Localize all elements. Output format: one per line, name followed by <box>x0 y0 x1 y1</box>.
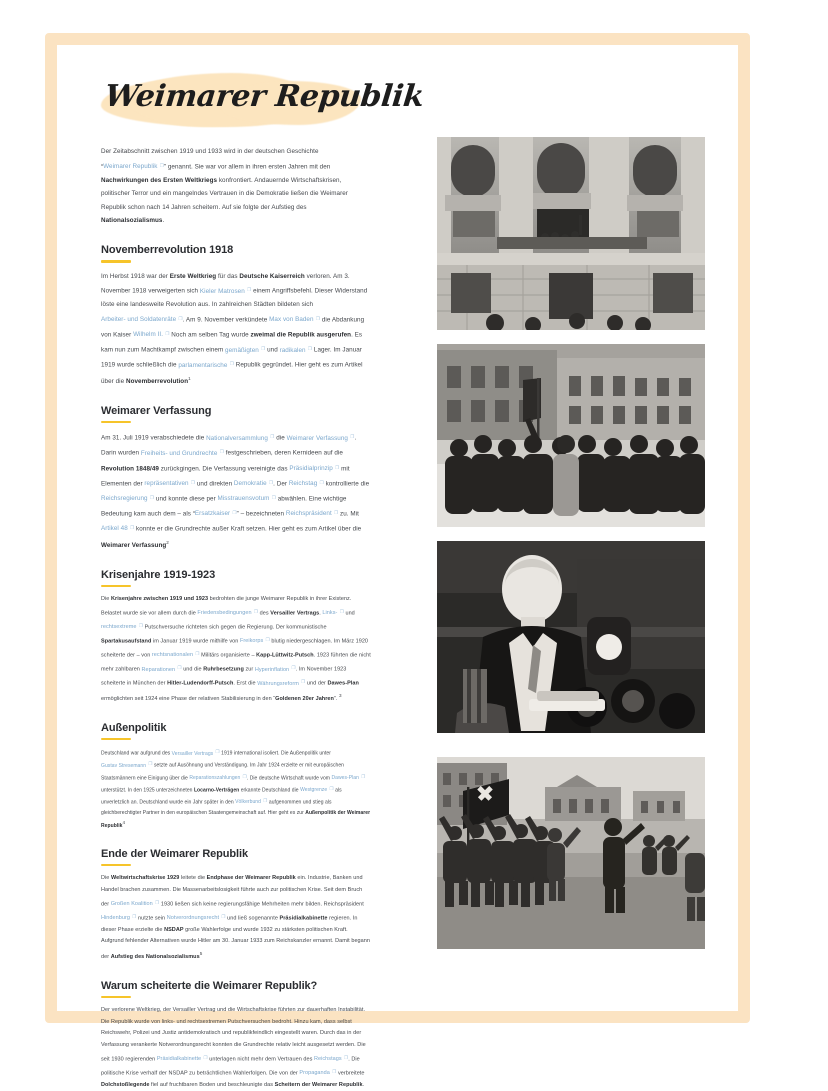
emphasis-text: Dawes-Plan <box>327 680 359 687</box>
section-paragraph: Am 31. Juli 1919 verabschiedete die Nationalversammlung ❐ die Weimarer Verfassung ❐. Darin wurden Freiheits- und Grundrechte ❐ festgeschrieben, deren Kernideen auf die Revolution 1848/49 zurückgingen. Die Verfassung vereinigte das Präsidialprinzip ❐ mit Elementen der repräsentativen ❐ und direkten Demokratie ❐. Der Reichstag ❐ kontrollierte die Reichsregierung ❐ und konnte diese per Misstrauensvotum ❐ abwählen. Eine wichtige Bedeutung kam auch dem – als “Ersatzkaiser ❐” – bezeichneten Reichspräsident ❐ zu. Mit Artikel 48 ❐ konnte er die Grundrechte außer Kraft setzen. Hier geht es zum Artikel über die Weimarer Verfassung$^2$ <box>101 434 370 549</box>
external-link-icon: ❐ <box>153 899 160 905</box>
section-heading: Weimarer Verfassung <box>101 404 212 417</box>
emphasis-text: Hitler-Ludendorff-Putsch <box>167 680 234 687</box>
inline-link[interactable]: Freiheits- und Grundrechte ❐ <box>140 449 224 457</box>
footnote-marker: 5 <box>199 951 203 957</box>
sections-container <box>101 244 371 1091</box>
media-column <box>437 137 705 954</box>
emphasis-text: Weltwirtschaftskrise 1929 <box>110 875 180 882</box>
external-link-icon: ❐ <box>314 315 321 321</box>
emphasis-text: Kapp-Lüttwitz-Putsch <box>256 652 314 659</box>
inline-link[interactable]: Reichspräsident ❐ <box>285 509 339 518</box>
inline-link[interactable]: Westgrenze ❐ <box>300 785 334 794</box>
emphasis-text: Außenpolitik der Weimarer Republik <box>101 809 371 830</box>
photo-sa-aufmarsch-graphic <box>437 757 705 949</box>
external-link-icon: ❐ <box>231 509 237 515</box>
external-link-icon: ❐ <box>228 361 234 367</box>
emphasis-text: Versailler Vertrags <box>270 610 320 617</box>
emphasis-text: Nationalsozialismus <box>101 217 163 225</box>
emphasis-text: Dolchstoßlegende <box>101 1081 150 1088</box>
section-novemberrevolution <box>101 244 371 389</box>
external-link-icon: ❐ <box>333 464 340 470</box>
inline-link[interactable]: Links- ❐ <box>322 608 344 617</box>
emphasis-text: zweimal die Republik ausgerufen <box>250 331 352 339</box>
section-gap <box>101 389 371 405</box>
emphasis-text: Deutsche Kaiserreich <box>239 272 305 280</box>
page-title: Weimarer Republik <box>103 79 426 114</box>
emphasis-text: Revolution 1848/49 <box>101 465 159 472</box>
inline-link[interactable]: Notverordnungsrecht ❐ <box>166 913 226 922</box>
external-link-icon: ❐ <box>306 346 313 352</box>
photo-sa-aufmarsch <box>437 757 705 949</box>
inline-link[interactable]: Arbeiter- und Soldatenräte ❐ <box>101 315 183 324</box>
external-link-icon: ❐ <box>261 797 268 803</box>
photo-stresemann-rede-graphic <box>437 541 705 733</box>
emphasis-text: Endphase der Weimarer Republik <box>206 875 296 882</box>
section-accent-rule <box>101 585 131 588</box>
intro-paragraph: Der Zeitabschnitt zwischen 1919 und 1933 wird in der deutschen Geschichte “Weimarer Republik ❐” genannt. Sie war vor allem in ihren ersten Jahren mit den Nachwirkungen des Ersten Weltkriegs konfrontiert. Andauernde Wirtschaftskrisen, politischer Terror und ein mangelndes Vertrauen in die Demokratie ließen die Weimarer Republik schon nach 14 Jahren scheitern. Auf sie folgte der Aufstieg des Nationalsozialismus. <box>101 148 348 225</box>
section-krisenjahre <box>101 569 371 706</box>
photo-stresemann-rede <box>437 541 705 733</box>
inline-link[interactable]: Weimarer Republik ❐ <box>103 162 164 171</box>
inline-link[interactable]: Reichsregierung ❐ <box>101 494 155 503</box>
external-link-icon: ❐ <box>245 287 252 293</box>
inline-link[interactable]: Versailler Vertrags ❐ <box>171 749 220 757</box>
document-title-block <box>101 73 426 135</box>
external-link-icon: ❐ <box>259 346 266 352</box>
emphasis-text: Nachwirkungen des Ersten Weltkriegs <box>101 176 218 184</box>
section-accent-rule <box>101 738 131 741</box>
section-ende-der-weimarer-republik <box>101 848 371 964</box>
inline-link[interactable]: Dawes-Plan ❐ <box>331 773 366 781</box>
section-heading: Ende der Weimarer Republik <box>101 847 248 860</box>
inline-link[interactable]: Währungsreform ❐ <box>257 679 306 687</box>
footnote-marker: 3 <box>338 693 342 699</box>
section-paragraph: Die Weltwirtschaftskrise 1929 leitete die Endphase der Weimarer Republik ein. Industrie, Banken und Handel brachen zusammen. Die Massenarbeitslosigkeit führte auch zur politischen Krise. Seit dem Bruch der Großen Koalition ❐ 1930 ließen sich keine regierungsfähige Mehrheiten mehr bilden. Reichspräsident Hindenburg ❐ nutzte sein Notverordnungsrecht ❐ und ließ sogenannte Präsidialkabinette regieren. In dieser Phase erzielte die NSDAP große Wahlerfolge und wurde 1932 zu stärksten politischen Kraft. Aufgrund fehlender Alternativen wurde Hitler am 30. Januar 1933 zum Reichskanzler ernannt. Damit begann der Aufstieg des Nationalsozialismus$^5$ <box>101 875 370 961</box>
footnote-marker: 1 <box>188 376 191 382</box>
footnote-marker: 4 <box>122 820 126 826</box>
external-link-icon: ❐ <box>220 913 226 919</box>
emphasis-text: Erste Weltkrieg <box>169 272 217 280</box>
emphasis-text: Locarno-Verträgen <box>193 787 240 794</box>
external-link-icon: ❐ <box>270 494 276 500</box>
section-gap <box>101 964 371 980</box>
external-link-icon: ❐ <box>130 913 137 919</box>
inline-link[interactable]: Weimarer Verfassung ❐ <box>286 434 355 442</box>
external-link-icon: ❐ <box>148 494 155 500</box>
inline-link[interactable]: radikalen ❐ <box>279 346 313 354</box>
external-link-icon: ❐ <box>164 330 170 336</box>
external-link-icon: ❐ <box>267 479 274 485</box>
inline-link[interactable]: Hindenburg ❐ <box>101 913 137 922</box>
external-link-icon: ❐ <box>189 479 196 485</box>
section-warum-scheiterte <box>101 980 371 1091</box>
photo-ausrufung-republik-graphic <box>437 137 705 330</box>
inline-link[interactable]: Gustav Stresemann ❐ <box>101 761 153 769</box>
external-link-icon: ❐ <box>332 509 339 515</box>
external-link-icon: ❐ <box>330 1068 337 1074</box>
emphasis-text: Krisenjahre zwischen 1919 und 1923 <box>110 596 209 603</box>
section-accent-rule <box>101 421 131 424</box>
photo-ausrufung-republik <box>437 137 705 330</box>
section-heading: Warum scheiterte die Weimarer Republik? <box>101 979 318 992</box>
photo-revolutionszug <box>437 344 705 527</box>
inline-link[interactable]: Ersatzkaiser ❐ <box>194 509 237 518</box>
section-gap <box>101 706 371 722</box>
external-link-icon: ❐ <box>158 162 164 168</box>
emphasis-text: Ruhrbesetzung <box>203 666 244 673</box>
inline-link[interactable]: Völkerbund ❐ <box>235 797 268 806</box>
inline-link[interactable]: Wilhelm II. ❐ <box>133 330 170 339</box>
section-gap <box>101 553 371 569</box>
inline-link[interactable]: Hyperinflation ❐ <box>254 665 296 673</box>
inline-link[interactable]: rechtsnationalen ❐ <box>151 650 200 659</box>
inline-link[interactable]: Großen Koalition ❐ <box>110 899 160 908</box>
emphasis-text: Novemberrevolution <box>125 378 189 386</box>
external-link-icon: ❐ <box>128 524 135 530</box>
photo-revolutionszug-graphic <box>437 344 705 527</box>
external-link-icon: ❐ <box>177 315 183 321</box>
external-link-icon: ❐ <box>241 773 247 779</box>
section-paragraph: Deutschland war aufgrund des Versailler Vertrags ❐ 1919 international isoliert. Die Außenpolitik unter Gustav Stresemann ❐ setzte auf Ausöhnung und Verständigung. Im Jahr 1924 erzielte er mit europäischen Staatsmännern eine Einigung über die Reparationszahlungen ❐. Die deutsche Wirtschaft wurde vom Dawes-Plan ❐ unterstützt. In den 1925 unterzeichneten Locarno-Verträgen erkannte Deutschland die Westgrenze ❐ als unverletzlich an. Deutschland wurde ein Jahr später in den Völkerbund ❐ aufgenommen und stieg als gleichberechtigter Partner in den europäischen Staatengemeinschaft auf. Hier geht es zur Außenpolitik der Weimarer Republik$^4$ <box>101 749 371 830</box>
external-link-icon: ❐ <box>176 665 182 671</box>
external-link-icon: ❐ <box>268 434 275 440</box>
section-weimarer-verfassung <box>101 405 371 553</box>
external-link-icon: ❐ <box>342 1054 349 1060</box>
section-heading: Novemberrevolution 1918 <box>101 244 234 257</box>
external-link-icon: ❐ <box>338 608 344 614</box>
section-aussenpolitik <box>101 722 371 832</box>
inline-link[interactable]: Präsidialprinzip ❐ <box>289 464 340 472</box>
section-paragraph: Im Herbst 1918 war der Erste Weltkrieg für das Deutsche Kaiserreich verloren. Am 3. November 1918 verweigerten sich Kieler Matrosen ❐ einem Angriffsbefehl. Dieser Widerstand löste eine landesweite Revolution aus. In zahlreichen Städten bildeten sich Arbeiter- und Soldatenräte ❐. Am 9. November verkündete Max von Baden ❐ die Abdankung von Kaiser Wilhelm II. ❐ Noch am selben Tag wurde zweimal die Republik ausgerufen. Es kam nun zum Machtkampf zwischen einem gemäßigten ❐ und radikalen ❐ Lager. Im Januar 1919 wurde schließlich die parlamentarische ❐ Republik gegründet. Hier geht es zum Artikel über die Novemberrevolution$^1$ <box>101 272 368 386</box>
external-link-icon: ❐ <box>137 622 143 628</box>
inline-link[interactable]: Friedensbedingungen ❐ <box>197 608 259 617</box>
external-link-icon: ❐ <box>359 773 366 779</box>
inline-link[interactable]: Freikorps ❐ <box>239 636 270 645</box>
inline-link[interactable]: Max von Baden ❐ <box>269 315 321 324</box>
emphasis-text: Scheitern der Weimarer Republik <box>274 1081 363 1088</box>
inline-link[interactable]: Demokratie ❐ <box>233 479 274 488</box>
page-frame <box>45 33 750 1088</box>
external-link-icon: ❐ <box>147 761 153 767</box>
section-paragraph: Der verlorene Weltkrieg, der Versailler Vertrag und die Wirtschaftskrise führten zur dauerhaften Instabilität. Die Republik wurde von links- und rechtsextremen Putschversuchen bedroht. Hinzu kam, dass selbst Reichswehr, Polizei und Justiz antidemokratisch und republikfeindlich eingestellt waren. Durch das in der Verfassung verankerte Notverordnungsrecht konnten die Grundrechte relativ leicht ausgesetzt werden. Die seit 1930 regierenden Präsidialkabinette ❐ unterlagen nicht mehr dem Vertrauen des Reichstags ❐. Die politische Krise verhalf der NSDAP zu beträchtlichen Wahlerfolgen. Die von der Propaganda ❐ verbreitete Dolchstoßlegende fiel auf fruchtbaren Boden und beschleunigte das Scheitern der Weimarer Republik. <box>101 1007 366 1088</box>
external-link-icon: ❐ <box>264 636 270 642</box>
external-link-icon: ❐ <box>299 679 306 685</box>
inline-link[interactable]: Präsidialkabinette ❐ <box>156 1054 208 1062</box>
inline-link[interactable]: Reparationen ❐ <box>141 665 182 673</box>
emphasis-text: Spartakusaufstand <box>101 638 152 645</box>
inline-link[interactable]: Reparationszahlungen ❐ <box>189 773 247 781</box>
external-link-icon: ❐ <box>202 1054 208 1060</box>
inline-link[interactable]: Misstrauensvotum ❐ <box>217 494 276 503</box>
section-accent-rule <box>101 996 131 999</box>
inline-link[interactable]: gemäßigten ❐ <box>225 346 266 354</box>
external-link-icon: ❐ <box>218 449 224 455</box>
inline-link[interactable]: parlamentarische ❐ <box>178 361 234 369</box>
external-link-icon: ❐ <box>328 785 334 791</box>
section-heading: Krisenjahre 1919-1923 <box>101 568 216 581</box>
inline-link[interactable]: repräsentativen ❐ <box>144 479 196 488</box>
section-heading: Außenpolitik <box>101 721 167 734</box>
emphasis-text: Präsidialkabinette <box>279 915 328 922</box>
emphasis-text: Goldenen 20er Jahren <box>275 696 334 703</box>
external-link-icon: ❐ <box>252 608 259 614</box>
section-gap <box>101 832 371 848</box>
section-accent-rule <box>101 260 131 263</box>
external-link-icon: ❐ <box>318 479 324 485</box>
external-link-icon: ❐ <box>194 650 200 656</box>
footnote-marker: 2 <box>166 539 169 545</box>
inline-link[interactable]: rechtsextreme ❐ <box>101 622 143 631</box>
emphasis-text: NSDAP <box>164 926 184 933</box>
document-sheet <box>57 45 738 1088</box>
section-paragraph: Die Krisenjahre zwischen 1919 und 1923 bedrohten die junge Weimarer Republik in ihrer Existenz. Belastet wurde sie vor allem durch die Friedensbedingungen ❐ des Versailler Vertrags. Links- ❐ und rechtsextreme ❐ Putschversuche richteten sich gegen die Regierung. Der kommunistische Spartakusaufstand im Januar 1919 wurde mithilfe von Freikorps ❐ blutig niedergeschlagen. Im März 1920 scheiterte der – von rechtsnationalen ❐ Militärs organisierte – Kapp-Lüttwitz-Putsch. 1923 führten die nicht mehr zahlbaren Reparationen ❐ und die Ruhrbesetzung zur Hyperinflation ❐. Im November 1923 scheiterte in München der Hitler-Ludendorff-Putsch. Erst die Währungsreform ❐ und der Dawes-Plan ermöglichten seit 1924 eine Phase der relativen Stabilisierung in den “Goldenen 20er Jahren”. $^3$ <box>101 596 371 703</box>
inline-link[interactable]: Kieler Matrosen ❐ <box>199 287 252 295</box>
external-link-icon: ❐ <box>290 665 296 671</box>
inline-link[interactable]: Artikel 48 ❐ <box>101 524 135 533</box>
emphasis-text: Aufstieg des Nationalsozialismus <box>110 954 200 961</box>
inline-link[interactable]: Propaganda ❐ <box>299 1068 337 1077</box>
external-link-icon: ❐ <box>214 749 220 755</box>
inline-link[interactable]: Nationalversammlung ❐ <box>206 434 275 442</box>
external-link-icon: ❐ <box>348 434 355 440</box>
inline-link[interactable]: Reichstags ❐ <box>313 1054 349 1062</box>
text-column <box>101 145 371 1091</box>
inline-link[interactable]: Reichstag ❐ <box>288 479 324 488</box>
emphasis-text: Weimarer Verfassung <box>101 541 167 549</box>
section-accent-rule <box>101 864 131 867</box>
